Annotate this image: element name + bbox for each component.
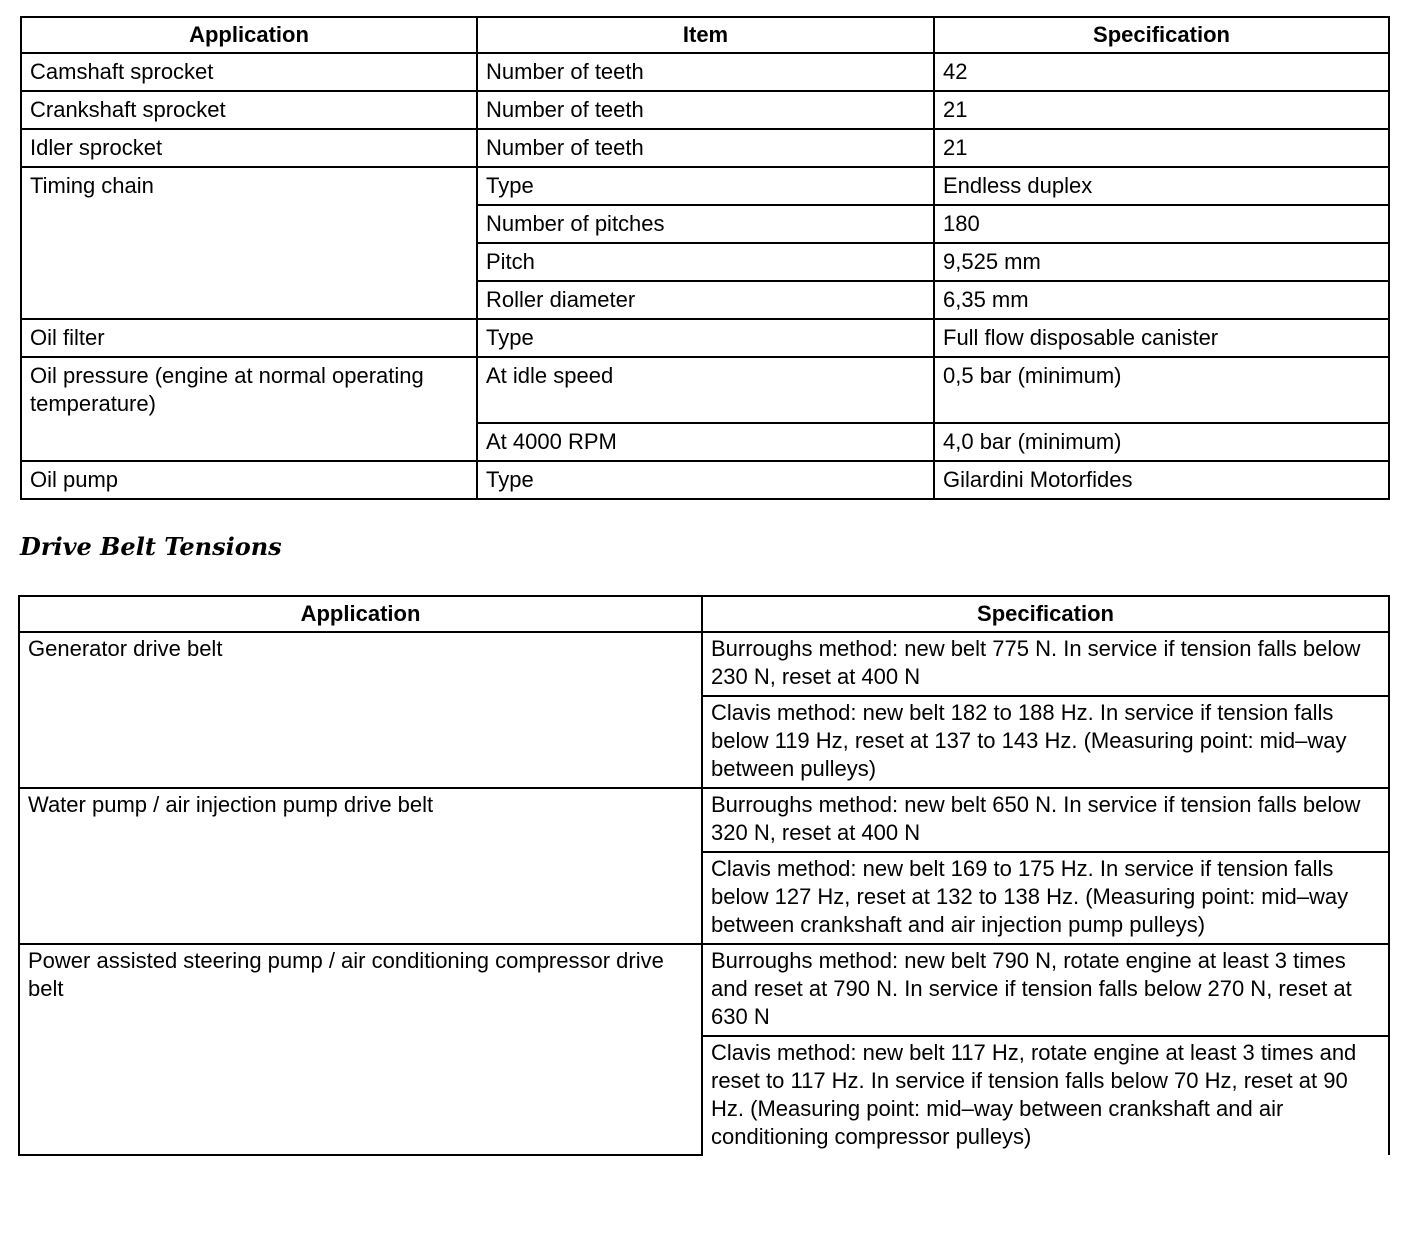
application-cell: Oil pump — [21, 461, 477, 499]
table-row — [21, 167, 1389, 205]
section-heading: Drive Belt Tensions — [20, 532, 282, 561]
table-row — [19, 944, 1389, 1036]
specification-cell: 42 — [934, 53, 1389, 91]
specification-cell: 21 — [934, 129, 1389, 167]
table-row — [21, 357, 1389, 423]
table-row — [21, 461, 1389, 499]
application-cell: Generator drive belt — [19, 632, 702, 788]
column-header-application: Application — [21, 17, 477, 53]
specification-cell: 9,525 mm — [934, 243, 1389, 281]
table-row — [21, 129, 1389, 167]
column-header-application: Application — [19, 596, 702, 632]
specification-cell: 6,35 mm — [934, 281, 1389, 319]
specification-cell: Endless duplex — [934, 167, 1389, 205]
specification-cell: Full flow disposable canister — [934, 319, 1389, 357]
application-cell: Oil pressure (engine at normal operating temperature) — [21, 357, 477, 461]
item-cell: Number of teeth — [477, 53, 934, 91]
drive-belt-tension-table — [18, 595, 1390, 1156]
application-cell: Camshaft sprocket — [21, 53, 477, 91]
specification-cell: Gilardini Motorfides — [934, 461, 1389, 499]
table-row — [21, 91, 1389, 129]
table-row — [19, 788, 1389, 852]
specification-cell: Clavis method: new belt 117 Hz, rotate engine at least 3 times and reset to 117 Hz. In service if tension falls below 70 Hz, reset at 90 Hz. (Measuring point: mid–way between crankshaft and air conditioning compressor pulleys) — [702, 1036, 1389, 1155]
item-cell: Roller diameter — [477, 281, 934, 319]
item-cell: Number of teeth — [477, 91, 934, 129]
specification-cell: 4,0 bar (minimum) — [934, 423, 1389, 461]
specification-cell: 0,5 bar (minimum) — [934, 357, 1389, 423]
column-header-specification: Specification — [934, 17, 1389, 53]
application-cell: Water pump / air injection pump drive belt — [19, 788, 702, 944]
item-cell: Number of pitches — [477, 205, 934, 243]
table-row — [21, 319, 1389, 357]
specification-cell: Burroughs method: new belt 775 N. In service if tension falls below 230 N, reset at 400 N — [702, 632, 1389, 696]
specification-cell: Burroughs method: new belt 790 N, rotate engine at least 3 times and reset at 790 N. In service if tension falls below 270 N, reset at 630 N — [702, 944, 1389, 1036]
application-cell: Timing chain — [21, 167, 477, 319]
specification-cell: 180 — [934, 205, 1389, 243]
specification-cell: Clavis method: new belt 169 to 175 Hz. In service if tension falls below 127 Hz, reset at 132 to 138 Hz. (Measuring point: mid–way between crankshaft and air injection pump pulleys) — [702, 852, 1389, 944]
application-cell: Oil filter — [21, 319, 477, 357]
table-row — [21, 53, 1389, 91]
application-cell: Crankshaft sprocket — [21, 91, 477, 129]
application-cell: Idler sprocket — [21, 129, 477, 167]
table-header-row — [21, 17, 1389, 53]
column-header-specification: Specification — [702, 596, 1389, 632]
specification-cell: Burroughs method: new belt 650 N. In service if tension falls below 320 N, reset at 400 N — [702, 788, 1389, 852]
item-cell: At idle speed — [477, 357, 934, 423]
engine-specification-table — [20, 16, 1390, 500]
column-header-item: Item — [477, 17, 934, 53]
item-cell: Type — [477, 319, 934, 357]
item-cell: Pitch — [477, 243, 934, 281]
specification-cell: 21 — [934, 91, 1389, 129]
table-row — [19, 632, 1389, 696]
item-cell: At 4000 RPM — [477, 423, 934, 461]
item-cell: Number of teeth — [477, 129, 934, 167]
item-cell: Type — [477, 461, 934, 499]
item-cell: Type — [477, 167, 934, 205]
application-cell: Power assisted steering pump / air conditioning compressor drive belt — [19, 944, 702, 1155]
specification-cell: Clavis method: new belt 182 to 188 Hz. In service if tension falls below 119 Hz, reset at 137 to 143 Hz. (Measuring point: mid–way between pulleys) — [702, 696, 1389, 788]
table-header-row — [19, 596, 1389, 632]
